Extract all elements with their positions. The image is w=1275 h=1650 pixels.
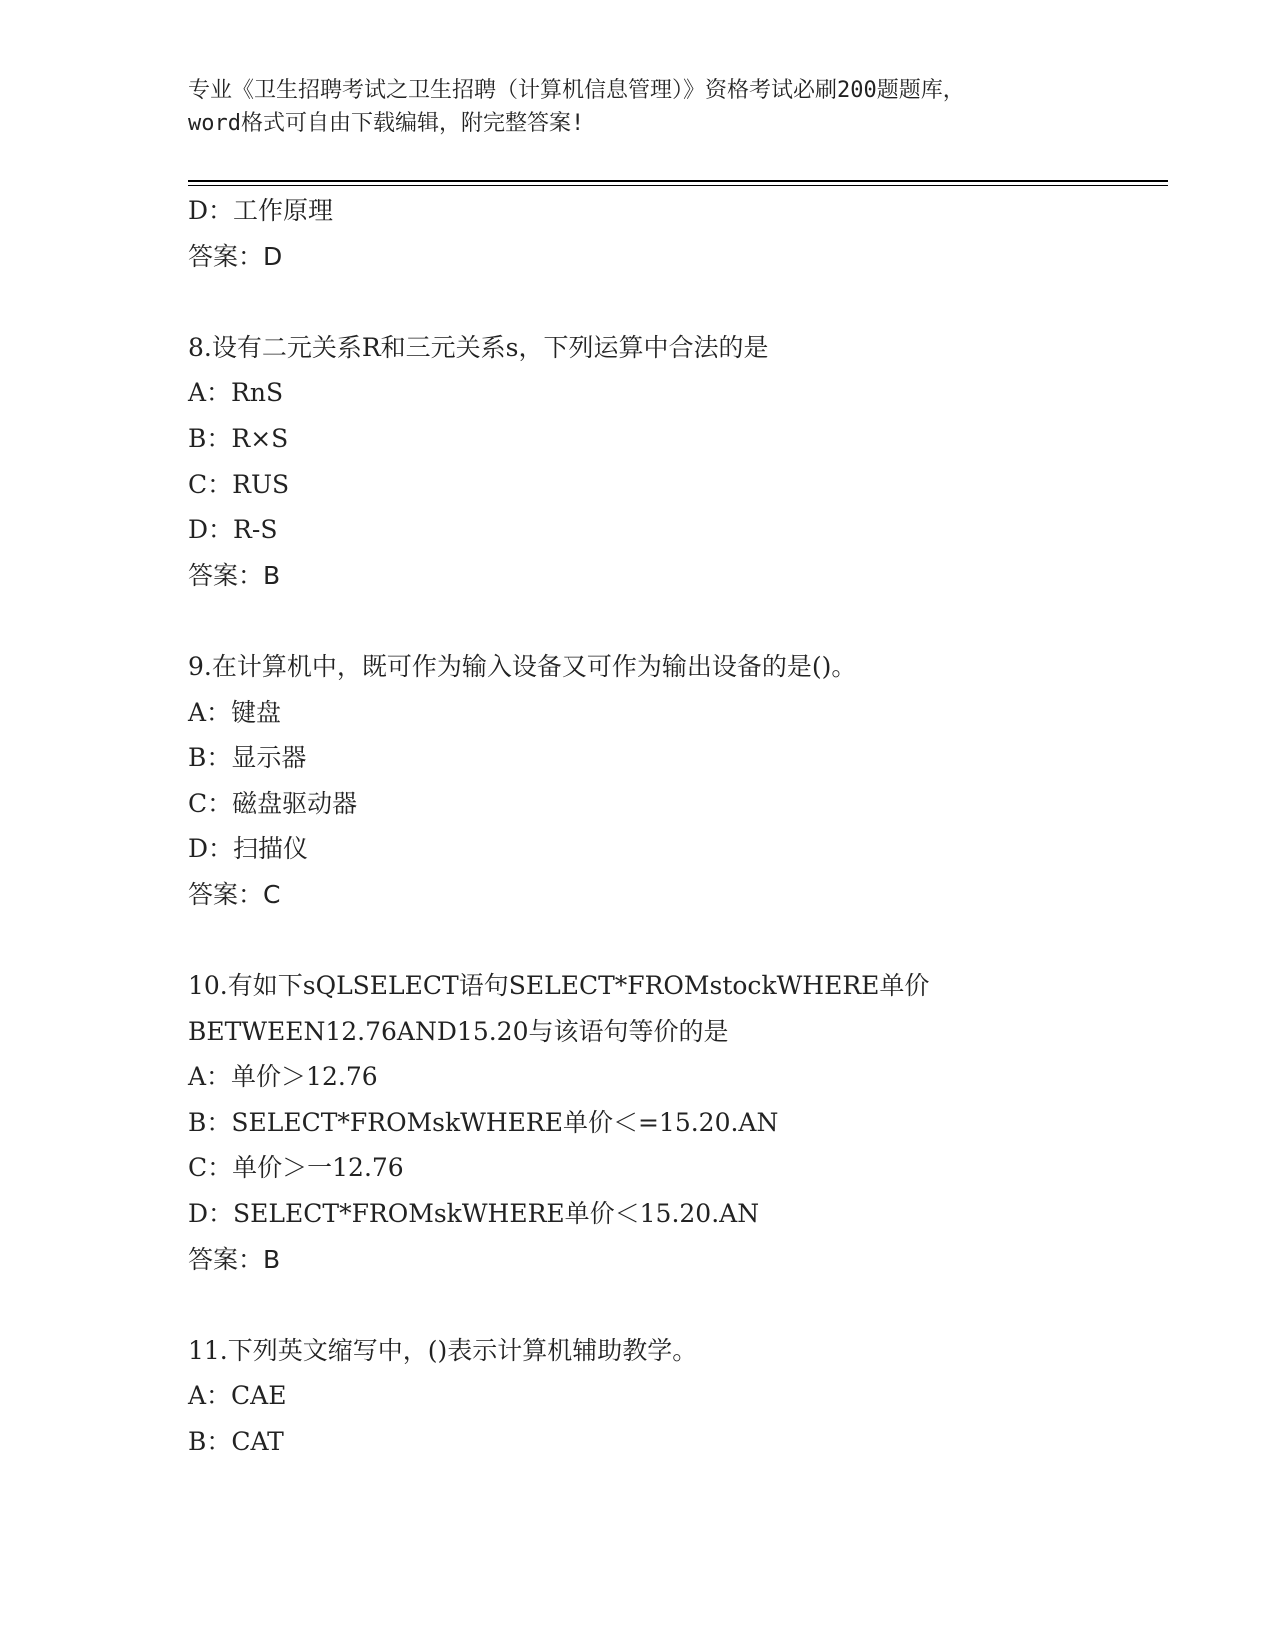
option-c: C：RUS xyxy=(188,469,290,499)
option-b: B：CAT xyxy=(188,1427,284,1457)
question-stem: 10.有如下sQLSELECT语句SELECT*FROMstockWHERE单价 xyxy=(188,971,930,1001)
header-line-1: 专业《卫生招聘考试之卫生招聘（计算机信息管理）》资格考试必刷200题题库， xyxy=(188,78,965,103)
spacer xyxy=(188,1282,1168,1328)
question-stem: 8.设有二元关系R和三元关系s，下列运算中合法的是 xyxy=(188,332,769,362)
option-b: B：SELECT*FROMskWHERE单价＜=15.20.AN xyxy=(188,1107,779,1137)
question-stem-continued: BETWEEN12.76AND15.20与该语句等价的是 xyxy=(188,1016,729,1046)
header-line-2: word格式可自由下载编辑，附完整答案! xyxy=(188,111,585,136)
question-stem: 9.在计算机中，既可作为输入设备又可作为输出设备的是()。 xyxy=(188,651,857,681)
option-d: D：R-S xyxy=(188,515,278,545)
option-a: A：CAE xyxy=(188,1381,287,1411)
option-c: C：磁盘驱动器 xyxy=(188,788,358,818)
question-8 xyxy=(188,325,1168,599)
answer-line: 答案：C xyxy=(188,879,281,909)
answer-line: 答案：B xyxy=(188,1244,281,1274)
question-11 xyxy=(188,1328,1168,1465)
option-c: C：单价＞一12.76 xyxy=(188,1153,404,1183)
document-header xyxy=(188,74,1168,140)
spacer xyxy=(188,279,1168,325)
previous-question-tail xyxy=(188,188,1168,279)
answer-line: 答案：B xyxy=(188,560,281,590)
question-9 xyxy=(188,644,1168,918)
option-d: D：工作原理 xyxy=(188,196,334,225)
option-a: A：键盘 xyxy=(188,697,282,727)
answer-line: 答案：D xyxy=(188,241,283,271)
option-b: B：显示器 xyxy=(188,743,307,773)
option-d: D：扫描仪 xyxy=(188,834,309,864)
question-list xyxy=(188,188,1168,1465)
option-b: B：R×S xyxy=(188,423,289,453)
spacer xyxy=(188,598,1168,644)
option-d: D：SELECT*FROMskWHERE单价＜15.20.AN xyxy=(188,1199,760,1229)
question-stem: 11.下列英文缩写中，()表示计算机辅助教学。 xyxy=(188,1335,698,1365)
option-a: A：RnS xyxy=(188,378,284,408)
option-a: A：单价＞12.76 xyxy=(188,1062,378,1092)
header-rule-thin xyxy=(188,185,1168,186)
spacer xyxy=(188,918,1168,964)
question-10 xyxy=(188,963,1168,1282)
header-rule-thick xyxy=(188,180,1168,182)
